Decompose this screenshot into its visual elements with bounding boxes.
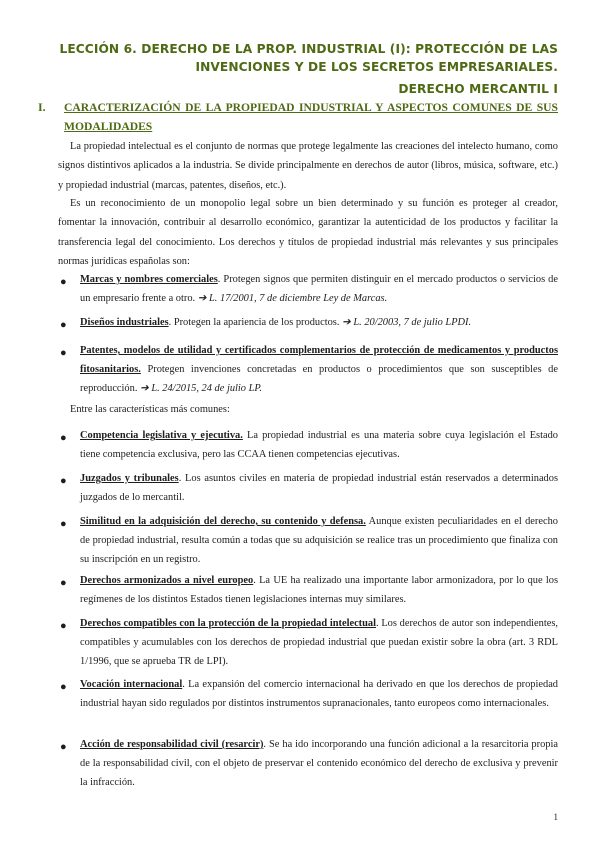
bullet-icon: ● [60,620,67,632]
list-item [80,513,558,569]
law-reference: ➔ L. 17/2001, 7 de diciembre Ley de Marcas. [197,292,388,304]
bullet-icon: ● [60,518,67,530]
list-item [80,314,558,333]
bullet-icon: ● [60,319,67,331]
item-term: Marcas y nombres comerciales [80,274,218,285]
definition-paragraph [58,194,558,272]
section-title: CARACTERIZACIÓN DE LA PROPIEDAD INDUSTRIAL Y ASPECTOS COMUNES DE SUS MODALIDADES [64,101,558,133]
bullet-icon: ● [60,432,67,444]
definition-text: Es un reconocimiento de un monopolio legal sobre un bien determinado y su función es proteger al creador, fomentar la innovación, contribuir al desarrollo económico, garantizar la autenticidad de los productos y facilitar la transferencia legal del conocimiento. Los derechos y títulos de propiedad industrial más relevantes y sus principales normas jurídicas españolas son: [58,198,558,268]
section-number: I. [38,100,46,114]
intro-text: La propiedad intelectual es el conjunto de normas que protege legalmente las creaciones del intelecto humano, como signos distintivos aplicados a la industria. Se divide principalmente en derechos de autor (libros, música, software, etc.) y propiedad industrial (marcas, patentes, diseños, etc.). [58,141,558,191]
item-text: . Los derechos de autor son independientes, compatibles y acumulables con los derechos de propiedad industrial que puedan existir sobre la obra (art. 3 RDL 1/1996, que se aprueba TR de LPI). [80,618,558,667]
item-text: Protegen invenciones concretadas en productos o procedimientos que son susceptibles de reproducción. [80,363,558,394]
item-text: . Los asuntos civiles en materia de propiedad industrial están reservados a determinados juzgados de lo mercantil. [80,473,558,503]
item-term: Vocación internacional [80,679,183,690]
item-term: Similitud en la adquisición del derecho, su contenido y defensa. [80,516,366,527]
lesson-title: LECCIÓN 6. DERECHO DE LA PROP. INDUSTRIAL (I): PROTECCIÓN DE LAS INVENCIONES Y DE LOS SECRETOS EMPRESARIALES. [59,42,558,74]
list-item [80,572,558,610]
characteristics-intro [58,400,558,419]
item-text: Aunque existen peculiaridades en el derecho de propiedad industrial, resulta común a todas que su adquisición se realice tras un procedimiento que finaliza con su inscripción en un registro. [80,516,558,565]
item-term: Diseños industriales [80,317,169,328]
list-item [80,470,558,508]
item-term: Competencia legislativa y ejecutiva. [80,430,243,441]
page-number: 1 [553,812,558,822]
bullet-icon: ● [60,276,67,288]
list-item [80,271,558,309]
item-text: . Protegen la apariencia de los productos. [168,317,343,328]
bullet-icon: ● [60,741,67,753]
list-item [80,342,558,398]
item-text: La propiedad industrial es una materia sobre cuya legislación el Estado tiene competencia exclusiva, pero las CCAA tienen competencias ejecutivas. [80,430,558,460]
intro-paragraph [58,137,558,195]
list-item [80,736,558,792]
course-title: DERECHO MERCANTIL I [398,82,558,96]
law-reference: ➔ L. 20/2003, 7 de julio LPDI. [342,317,472,328]
item-text: . Se ha ido incorporando una función adicional a la resarcitoria propia de la responsabilidad civil, con el objeto de preservar el contenido económico del derecho de exclusiva y prevenir la infracción. [80,739,558,788]
bullet-icon: ● [60,475,67,487]
characteristics-intro-text: Entre las características más comunes: [70,404,230,415]
item-term: Derechos armonizados a nivel europeo [80,575,254,586]
item-term: Patentes, modelos de utilidad y certificados complementarios de protección de medicamentos y productos fitosanitarios. [80,345,558,375]
bullet-icon: ● [60,681,67,693]
item-text: . Protegen signos que permiten distinguir en el mercado productos o servicios de un empresario frente a otro. [80,274,558,304]
item-term: Juzgados y tribunales [80,473,179,484]
law-reference: ➔ L. 24/2015, 24 de julio LP. [140,382,262,394]
bullet-icon: ● [60,347,67,359]
item-term: Derechos compatibles con la protección de la propiedad intelectual [80,618,376,629]
bullet-icon: ● [60,577,67,589]
list-item [80,615,558,671]
item-text: . La UE ha realizado una importante labor armonizadora, por lo que los regímenes de los distintos Estados tienen legislaciones internas muy similares. [80,575,558,605]
item-text: . La expansión del comercio internacional ha derivado en que los derechos de propiedad industrial hayan sido regulados por distintos instrumentos supranacionales, tanto europeos como internacionales. [80,679,558,709]
list-item [80,427,558,465]
list-item [80,676,558,714]
item-term: Acción de responsabilidad civil (resarcir) [80,739,264,750]
